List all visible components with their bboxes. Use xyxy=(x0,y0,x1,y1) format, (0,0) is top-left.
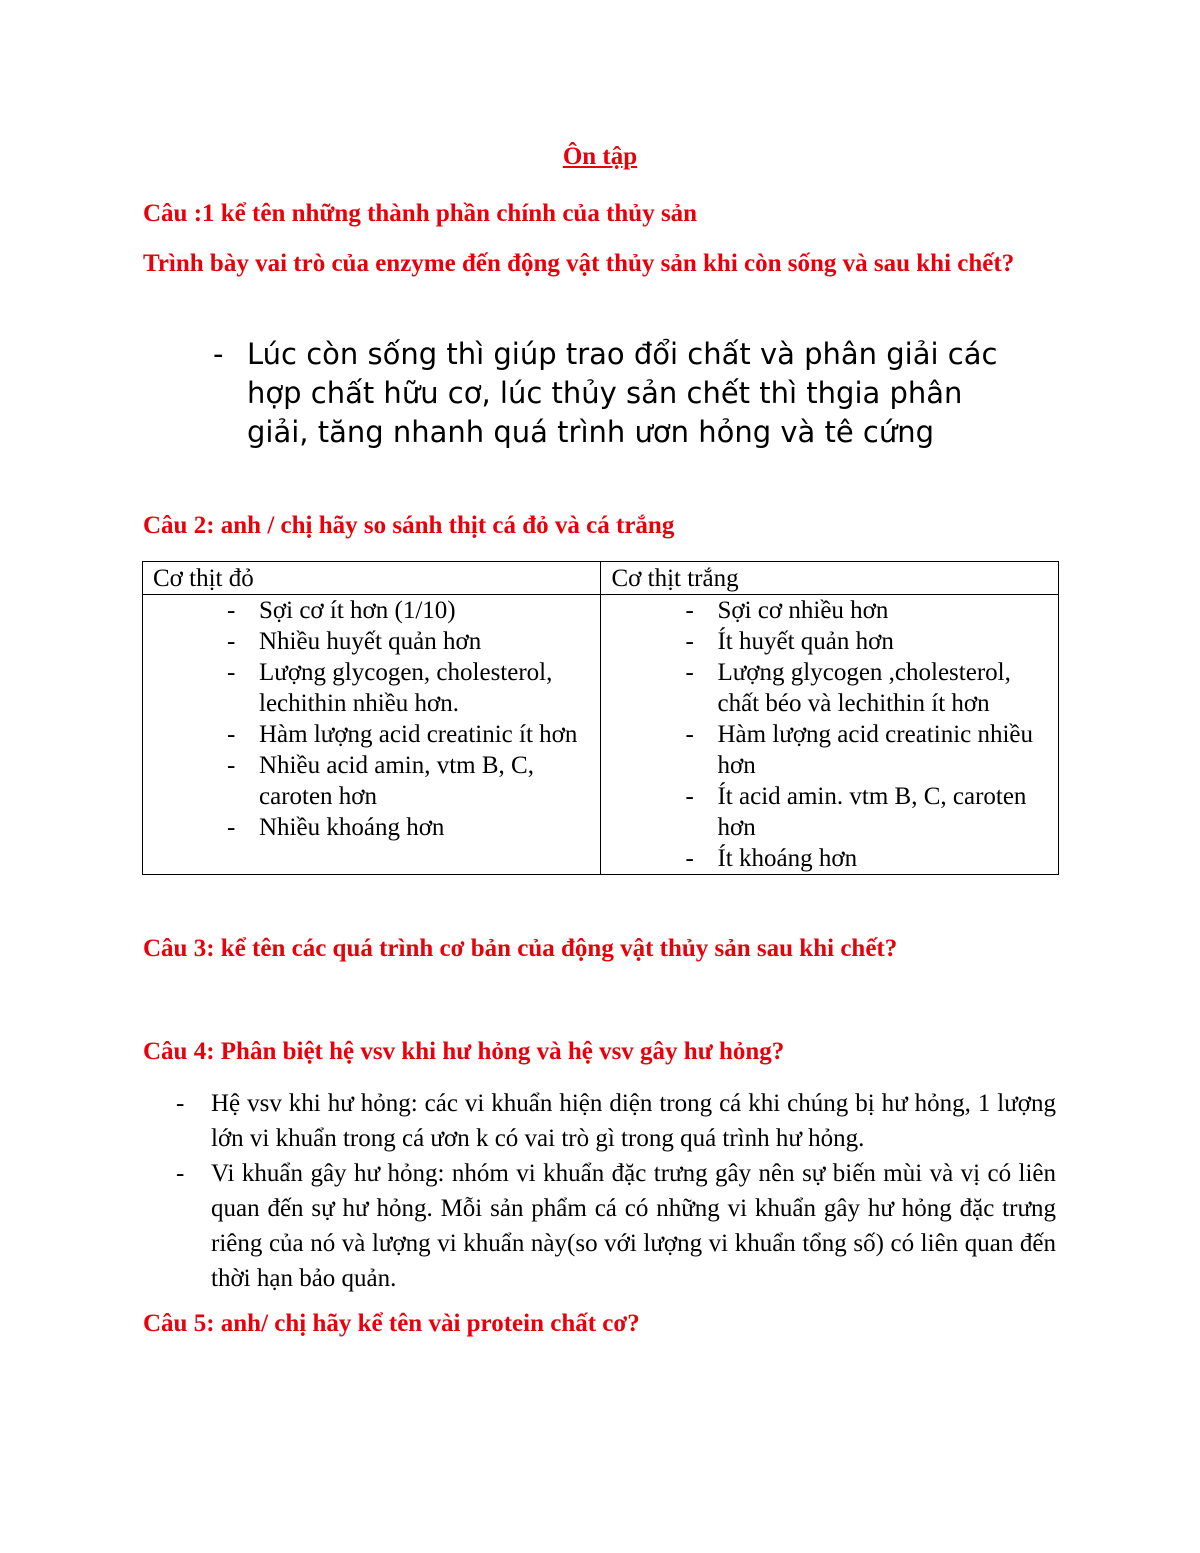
question-3: Câu 3: kể tên các quá trình cơ bản của động vật thủy sản sau khi chết? xyxy=(143,935,898,962)
cell-text: Sợi cơ ít hơn (1/10) xyxy=(259,597,456,624)
cell-text: Ít huyết quản hơn xyxy=(717,628,894,655)
list-item xyxy=(143,657,590,719)
cell-text: Ít khoáng hơn xyxy=(717,845,858,872)
table-header-row xyxy=(143,562,1059,595)
cell-text: Lượng glycogen ,cholesterol, chất béo và lechithin ít hơn xyxy=(717,659,1011,717)
cell-text: Nhiều khoáng hơn xyxy=(259,814,445,841)
header-white-meat: Cơ thịt trắng xyxy=(601,562,1059,595)
cell-text: Sợi cơ nhiều hơn xyxy=(717,597,889,624)
question-1: Câu :1 kể tên những thành phần chính của thủy sản xyxy=(143,200,698,227)
dash-bullet: - xyxy=(227,659,236,686)
dash-bullet: - xyxy=(213,337,224,371)
question-4: Câu 4: Phân biệt hệ vsv khi hư hỏng và hệ vsv gây hư hỏng? xyxy=(143,1038,785,1065)
dash-bullet: - xyxy=(685,597,694,624)
list-item xyxy=(143,626,590,657)
question-4-answer-list xyxy=(143,1086,1056,1296)
cell-text: Lượng glycogen, cholesterol, lechithin nhiều hơn. xyxy=(259,659,553,717)
answer-text: Lúc còn sống thì giúp trao đổi chất và phân giải các hợp chất hữu cơ, lúc thủy sản chết thì thgia phân giải, tăng nhanh quá trình ươn hỏng và tê cứng xyxy=(247,337,998,449)
cell-text: Hàm lượng acid creatinic ít hơn xyxy=(259,721,578,748)
dash-bullet: - xyxy=(176,1090,185,1117)
list-item xyxy=(601,719,1048,781)
question-1b-answer-list xyxy=(213,335,1033,452)
question-2: Câu 2: anh / chị hãy so sánh thịt cá đỏ và cá trắng xyxy=(143,512,675,539)
comparison-table xyxy=(142,561,1059,875)
list-item xyxy=(601,626,1048,657)
question-5: Câu 5: anh/ chị hãy kể tên vài protein chất cơ? xyxy=(143,1310,640,1337)
answer-text: Vi khuẩn gây hư hỏng: nhóm vi khuẩn đặc trưng gây nên sự biến mùi và vị có liên quan đến sự hư hỏng. Mỗi sản phẩm cá có những vi khuẩn gây hư hỏng đặc trưng riêng của nó và lượng vi khuẩn này(so với lượng vi khuẩn tổng số) có liên quan đến thời hạn bảo quản. xyxy=(211,1160,1056,1292)
dash-bullet: - xyxy=(685,721,694,748)
dash-bullet: - xyxy=(685,628,694,655)
list-item xyxy=(143,1156,1056,1296)
cell-text: Nhiều huyết quản hơn xyxy=(259,628,482,655)
answer-text: Hệ vsv khi hư hỏng: các vi khuẩn hiện diện trong cá khi chúng bị hư hỏng, 1 lượng lớn vi khuẩn trong cá ươn k có vai trò gì trong quá trình hư hỏng. xyxy=(211,1090,1056,1152)
dash-bullet: - xyxy=(685,659,694,686)
list-item xyxy=(143,595,590,626)
list-item xyxy=(143,750,590,812)
list-item xyxy=(601,657,1048,719)
dash-bullet: - xyxy=(685,845,694,872)
dash-bullet: - xyxy=(685,783,694,810)
dash-bullet: - xyxy=(176,1160,185,1187)
dash-bullet: - xyxy=(227,752,236,779)
cell-text: Nhiều acid amin, vtm B, C, caroten hơn xyxy=(259,752,534,810)
list-item xyxy=(143,1086,1056,1156)
list-item xyxy=(213,335,1033,452)
cell-text: Ít acid amin. vtm B, C, caroten hơn xyxy=(717,783,1027,841)
dash-bullet: - xyxy=(227,814,236,841)
list-item xyxy=(601,781,1048,843)
page-title: Ôn tập xyxy=(562,143,638,170)
cell-text: Hàm lượng acid creatinic nhiều hơn xyxy=(717,721,1034,779)
dash-bullet: - xyxy=(227,628,236,655)
list-item xyxy=(601,595,1048,626)
list-item xyxy=(601,843,1048,874)
table-row xyxy=(143,595,1059,875)
white-meat-cell xyxy=(601,595,1059,875)
header-red-meat: Cơ thịt đỏ xyxy=(143,562,601,595)
dash-bullet: - xyxy=(227,597,236,624)
list-item xyxy=(143,719,590,750)
question-1b: Trình bày vai trò của enzyme đến động vật thủy sản khi còn sống và sau khi chết? xyxy=(143,250,1015,277)
list-item xyxy=(143,812,590,843)
red-meat-cell xyxy=(143,595,601,875)
dash-bullet: - xyxy=(227,721,236,748)
